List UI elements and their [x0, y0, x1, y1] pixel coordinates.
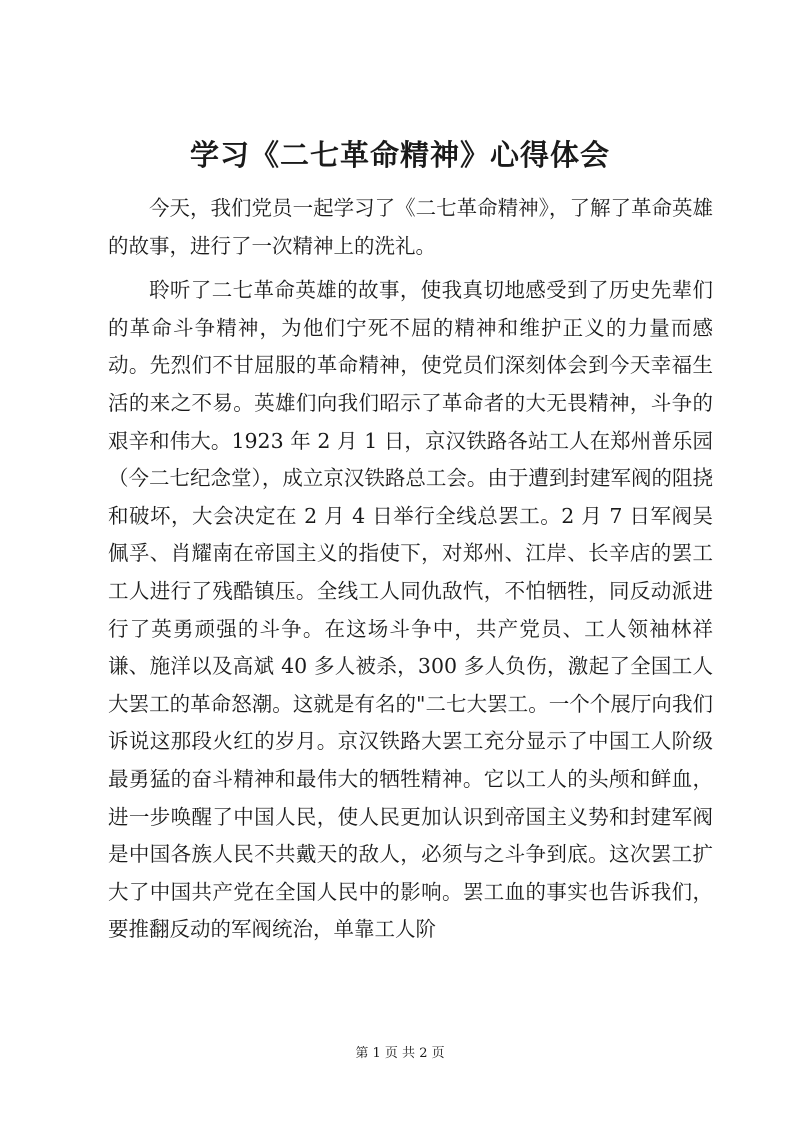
- page-footer: 第 1 页 共 2 页: [355, 1046, 445, 1061]
- document-title: 学习《二七革命精神》心得体会: [189, 138, 610, 172]
- paragraph-2: 聆听了二七革命英雄的故事，使我真切地感受到了历史先辈们的革命斗争精神，为他们宁死不屈的精神和维护正义的力量而感动。先烈们不甘屈服的革命精神，使党员们深刻体会到今天幸福生活的来之不易。英雄们向我们昭示了革命者的大无畏精神，斗争的艰辛和伟大。1923 年 2 月 1 日，京汉铁路各站工人在郑州普乐园（今二七纪念堂），成立京汉铁路总工会。由于遭到封建军阀的阻挠和破坏，大会决定在 2 月 4 日举行全线总罢工。2 月 7 日军阀吴佩孚、肖耀南在帝国主义的指使下，对郑州、江岸、长辛店的罢工工人进行了残酷镇压。全线工人同仇敌忾，不怕牺牲，同反动派进行了英勇顽强的斗争。在这场斗争中，共产党员、工人领袖林祥谦、施洋以及高斌 40 多人被杀，300 多人负伤，激起了全国工人大罢工的革命怒潮。这就是有名的"二七大罢工。一个个展厅向我们诉说这那段火红的岁月。京汉铁路大罢工充分显示了中国工人阶级最勇猛的奋斗精神和最伟大的牺牲精神。它以工人的头颅和鲜血，进一步唤醒了中国人民，使人民更加认识到帝国主义势和封建军阀是中国各族人民不共戴天的敌人，必须与之斗争到底。这次罢工扩大了中国共产党在全国人民中的影响。罢工血的事实也告诉我们，要推翻反动的军阀统治，单靠工人阶: [108, 278, 713, 942]
- paragraph-1: 今天，我们党员一起学习了《二七革命精神》，了解了革命英雄的故事，进行了一次精神上的洗礼。: [108, 196, 713, 258]
- document-body: [108, 190, 713, 949]
